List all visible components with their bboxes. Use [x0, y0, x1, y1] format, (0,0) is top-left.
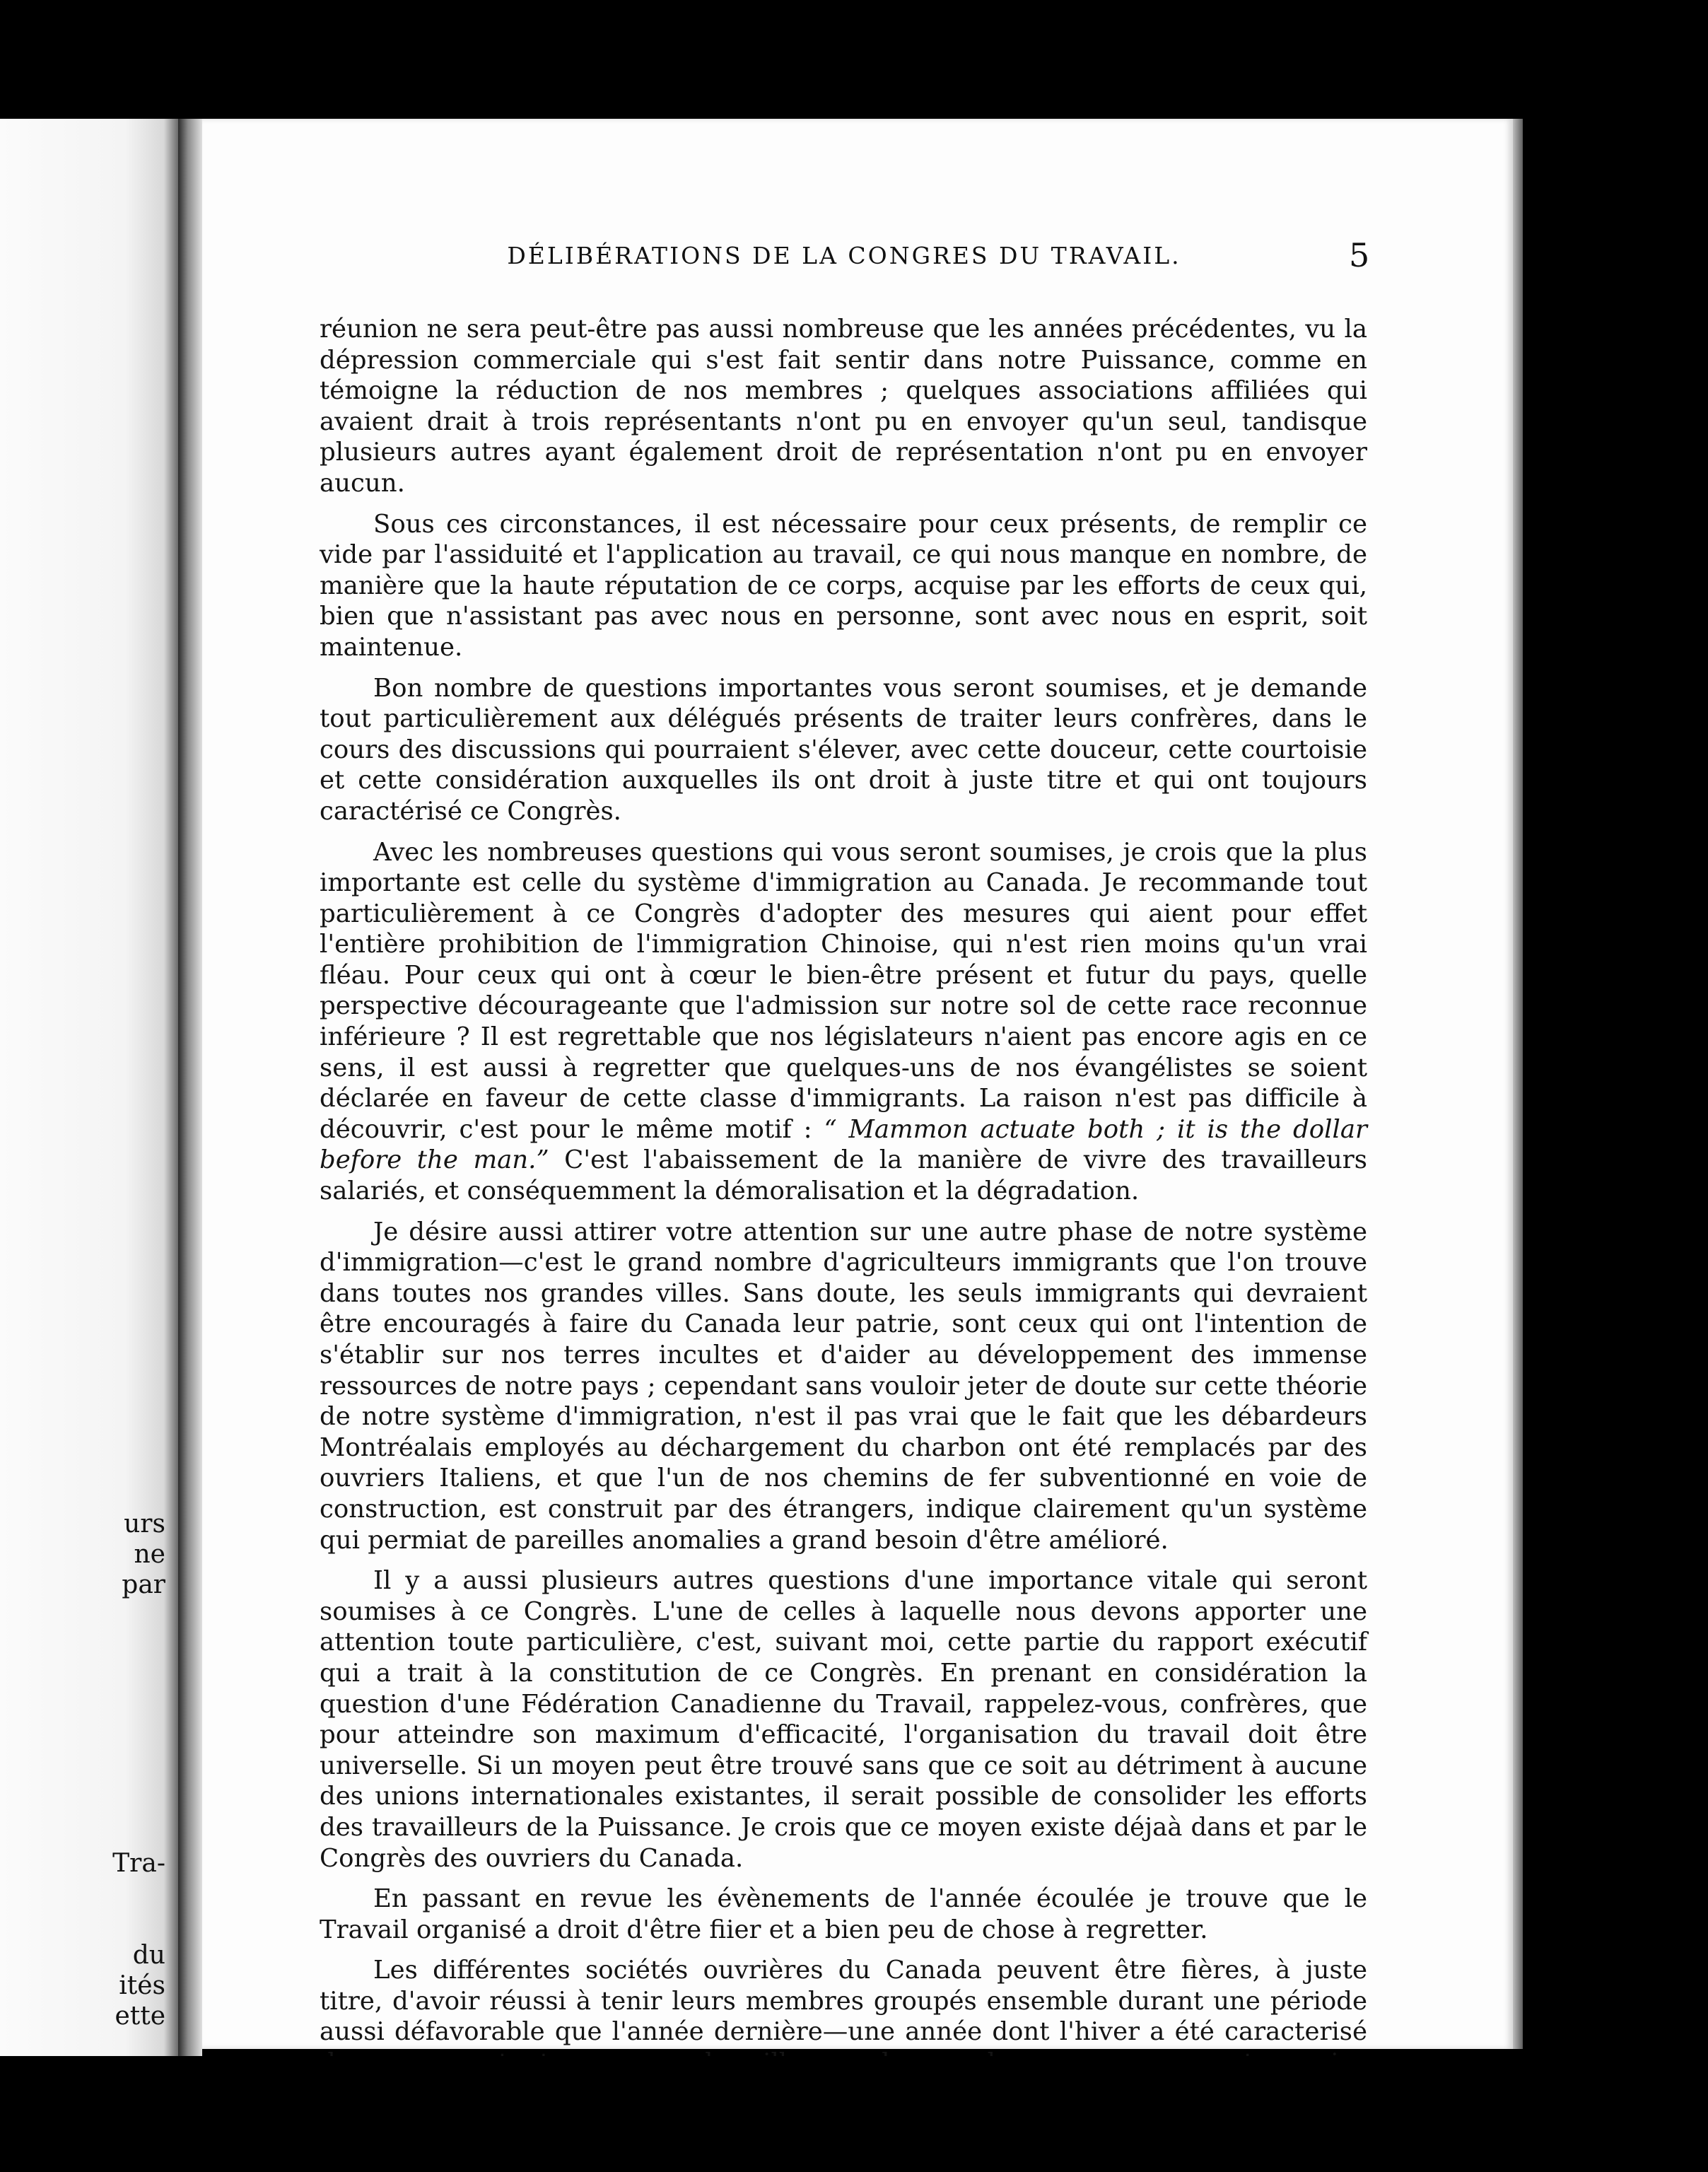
facing-page-fragment: Tra-: [112, 1849, 165, 1878]
facing-page-fragment: ités: [119, 1971, 165, 2000]
facing-page-edge: [0, 119, 178, 2056]
paragraph: Sous ces circonstances, il est nécessaire pour ceux présents, de remplir ce vide par l'assiduité et l'application au travail, ce qui nous manque en nombre, de manière que la haute réputation de ce corps, acquise par les efforts de ceux qui, bien que n'assistant pas avec nous en personne, sont avec nous en esprit, soit maintenue.: [320, 509, 1367, 662]
page-number: 5: [1349, 236, 1370, 274]
paragraph: réunion ne sera peut-être pas aussi nombreuse que les années précédentes, vu la dépression commerciale qui s'est fait sentir dans notre Puissance, comme en témoigne la réduction de nos membres ; quelques associations affiliées qui avaient drait à trois représentants n'ont pu en envoyer qu'un seul, tandisque plusieurs autres ayant également droit de représentation n'ont pu en envoyer aucun.: [320, 315, 1367, 498]
body-text: [320, 314, 1367, 2089]
scan-background: [0, 2056, 1708, 2172]
paragraph-text: C'est l'abaissement de la manière de vivre des travailleurs salariés, et conséquemment la démoralisation et la dégradation.: [320, 1145, 1367, 1206]
paragraph: Il y a aussi plusieurs autres questions d'une importance vitale qui seront soumises à ce Congrès. L'une de celles à laquelle nous devons apporter une attention toute particulière, c'est, suivant moi, cette partie du rapport exécutif qui a trait à la constitution de ce Congrès. En prenant en considération la question d'une Fédération Canadienne du Travail, rappelez-vous, confrères, que pour atteindre son maximum d'efficacité, l'organisation du travail doit être universelle. Si un moyen peut être trouvé sans que ce soit au détriment à aucune des unions internationales existantes, il serait possible de consolider les efforts des travailleurs de la Puissance. Je crois que ce moyen existe déjaà dans et par le Congrès des ouvriers du Canada.: [320, 1566, 1367, 1873]
italic-quotation: “ Mammon actuate both ; it is the dollar before the man.”: [320, 1114, 1367, 1175]
gutter-shadow: [178, 119, 202, 2056]
facing-page-fragment: ne: [134, 1540, 165, 1569]
running-head: DÉLIBÉRATIONS DE LA CONGRES DU TRAVAIL.: [507, 242, 1181, 269]
facing-page-fragment: urs: [124, 1510, 165, 1538]
paragraph: En passant en revue les évènements de l'année écoulée je trouve que le Travail organisé a droit d'être fiier et a bien peu de chose à regretter.: [320, 1884, 1367, 1944]
facing-page-fragment: par: [122, 1570, 165, 1599]
paragraph: [320, 837, 1367, 1207]
facing-page-fragment: ette: [115, 2002, 165, 2031]
paragraph: Les différentes sociétés ouvrières du Canada peuvent être fières, à juste titre, d'avoir réussi à tenir leurs membres groupés ensemble durant une période aussi défavorable que l'année dernière—une année dont l'hiver a été caracterisé: [320, 1956, 1367, 2047]
facing-page-fragment: du: [132, 1941, 165, 1970]
paragraph-text: Avec les nombreuses questions qui vous seront soumises, je crois que la plus importante est celle du système d'immigration au Canada. Je recommande tout particulièrement à ce Congrès d'adopter des mesures qui aient pour effet l'entière prohibition de l'immigration Chinoise, qui n'est rien moins qu'un vrai fléau. Pour ceux qui ont à cœur le bien-être présent et futur du pays, quelle perspective décourageante que l'admission sur notre sol de cette race reconnue inférieure ? Il est regrettable que nos législateurs n'aient pas encore agis en ce sens, il est aussi à regretter que quelques-uns de nos évangélistes se soient déclarée en faveur de cette classe d'immigrants. La raison n'est pas difficile à découvrir, c'est pour le même motif :: [320, 837, 1367, 1144]
paragraph: Bon nombre de questions importantes vous seront soumises, et je demande tout particulièrement aux délégués présents de traiter leurs confrères, dans le cours des discussions qui pourraient s'élever, avec cette douceur, cette courtoisie et cette considération auxquelles ils ont droit à juste titre et qui ont toujours caractérisé ce Congrès.: [320, 673, 1367, 826]
paragraph: Je désire aussi attirer votre attention sur une autre phase de notre système d'immigration—c'est le grand nombre d'agriculteurs immigrants que l'on trouve dans toutes nos grandes villes. Sans doute, les seuls immigrants qui devraient être encouragés à faire du Canada leur patrie, sont ceux qui ont l'intention de s'établir sur nos terres incultes et d'aider au développement des immense ressources de notre pays ; cependant sans vouloir jeter de doute sur cette théorie de notre système d'immigration, n'est il pas vrai que le fait que les débardeurs Montréalais employés au déchargement du charbon ont été remplacés par des ouvriers Italiens, et que l'un de nos chemins de fer subventionné en voie de construction, est construit par des étrangers, indique clairement qu'un système qui permiat de pareilles anomalies a grand besoin d'être amélioré.: [320, 1217, 1367, 1555]
page-edge: [1513, 119, 1523, 2049]
